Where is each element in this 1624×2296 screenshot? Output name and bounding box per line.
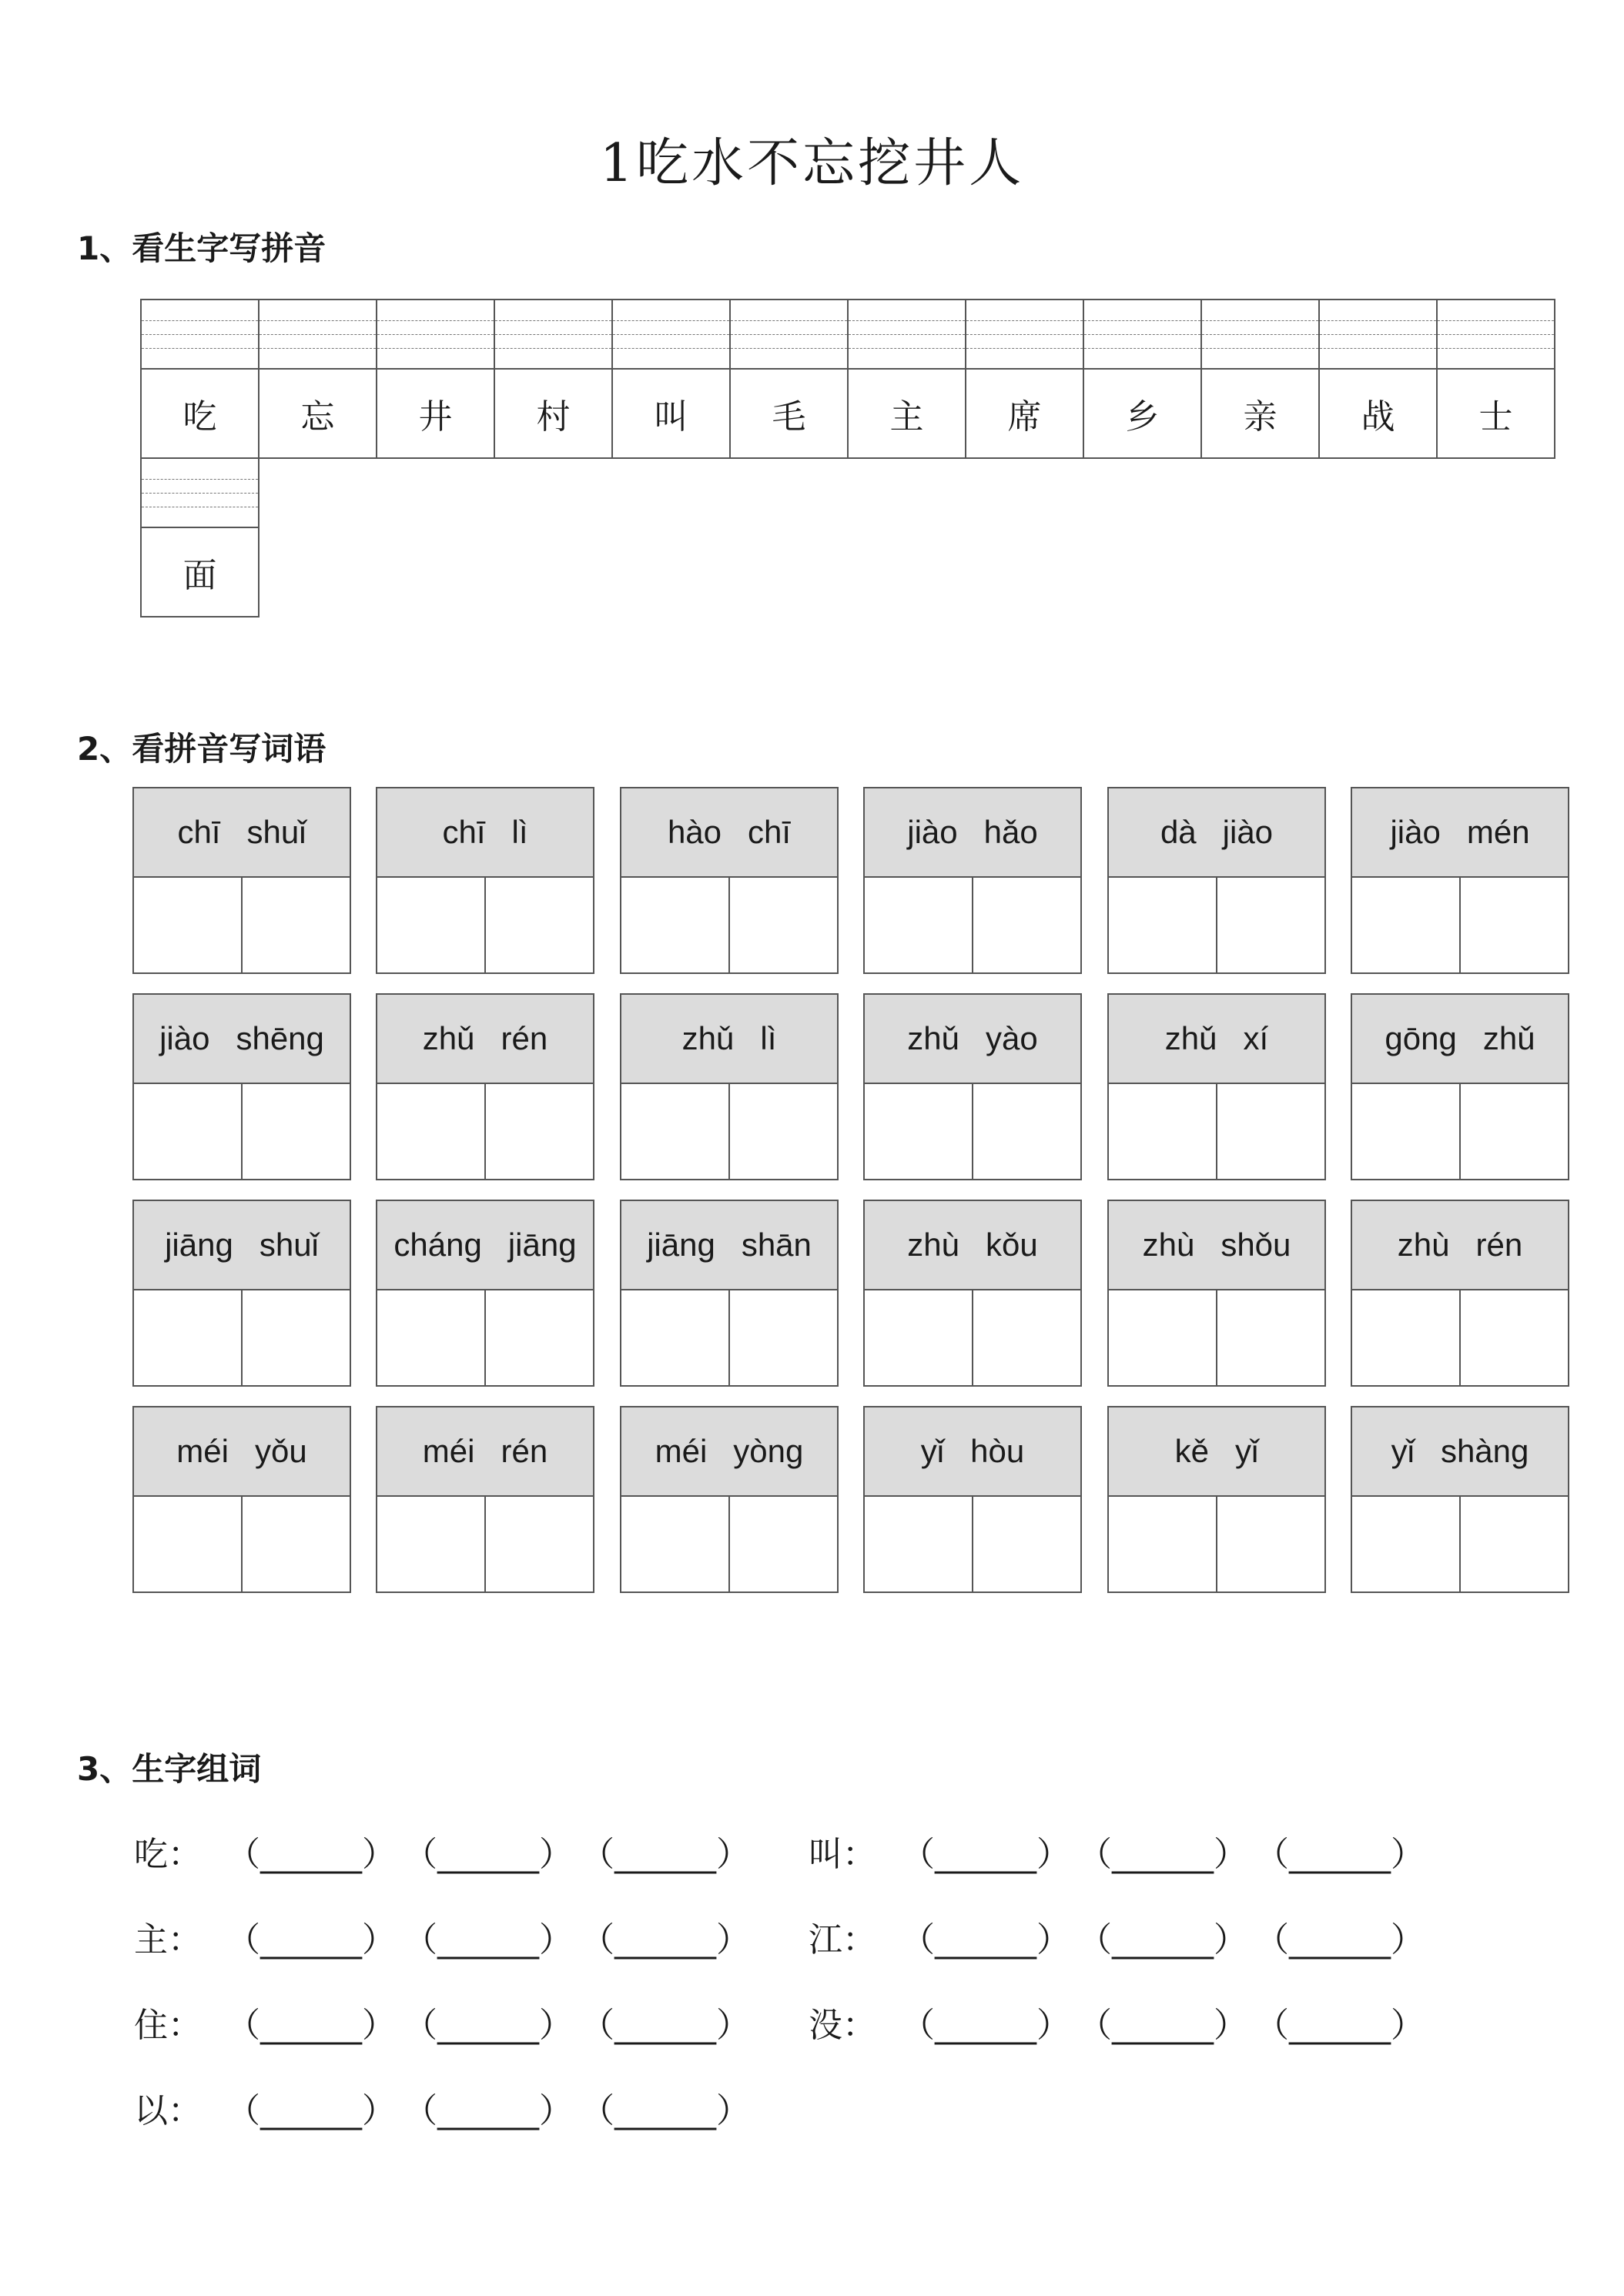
answer-cell[interactable]	[1461, 1497, 1568, 1591]
word-box	[376, 1200, 594, 1387]
hanzi-char: 士	[1478, 397, 1513, 437]
word-box	[620, 1406, 839, 1593]
answer-cell[interactable]	[1461, 1084, 1568, 1179]
pinyin-header	[1352, 1407, 1568, 1497]
word-group-line	[134, 1826, 758, 1876]
answer-blank[interactable]: （______）	[403, 1835, 573, 1874]
pinyin-writing-lines[interactable]	[377, 300, 494, 370]
word-box	[863, 787, 1082, 974]
pinyin-header	[1109, 1407, 1324, 1497]
pinyin-writing-lines[interactable]	[142, 459, 258, 528]
group-char: 江：	[809, 1920, 876, 1960]
pinyin-syllable: zhǔ	[907, 1020, 959, 1056]
answer-cell[interactable]	[1109, 1497, 1217, 1591]
answer-cell[interactable]	[243, 878, 350, 972]
pinyin-syllable: zhǔ	[1482, 1020, 1535, 1056]
answer-blank[interactable]: （______）	[226, 1835, 396, 1874]
word-group-line	[134, 1912, 758, 1961]
char-cell	[376, 299, 495, 459]
pinyin-syllable: dà	[1160, 814, 1197, 850]
hanzi-char: 村	[536, 397, 571, 437]
pinyin-syllable: zhù	[1397, 1227, 1450, 1263]
hanzi-char: 战	[1361, 397, 1395, 437]
answer-blank[interactable]: （______）	[226, 2091, 396, 2130]
hanzi-char: 毛	[772, 397, 806, 437]
pinyin-syllable: rén	[1475, 1227, 1523, 1263]
pinyin-header	[377, 1407, 593, 1497]
pinyin-syllable: yào	[986, 1020, 1038, 1056]
pinyin-writing-lines[interactable]	[1438, 300, 1554, 370]
pinyin-syllable: lì	[511, 814, 528, 850]
pinyin-header	[377, 1201, 593, 1290]
answer-cell[interactable]	[865, 1497, 973, 1591]
pinyin-syllable: chī	[177, 814, 221, 850]
pinyin-syllable: shēng	[236, 1020, 324, 1056]
pinyin-syllable: jiāng	[165, 1227, 233, 1263]
answer-cell[interactable]	[486, 878, 593, 972]
answer-blank[interactable]: （______）	[403, 1920, 573, 1960]
pinyin-syllable: zhǔ	[1164, 1020, 1217, 1056]
word-box	[132, 1406, 351, 1593]
pinyin-syllable: hào	[667, 814, 722, 850]
char-cell	[1083, 299, 1202, 459]
word-box	[1107, 993, 1326, 1180]
char-row	[140, 299, 1555, 459]
char-cell	[729, 299, 849, 459]
pinyin-writing-lines[interactable]	[1320, 300, 1436, 370]
char-cell	[847, 299, 966, 459]
answer-cell[interactable]	[973, 1290, 1080, 1385]
hanzi-char: 亲	[1243, 397, 1277, 437]
word-box	[1107, 1200, 1326, 1387]
pinyin-header	[1352, 788, 1568, 878]
word-box	[376, 993, 594, 1180]
answer-cell[interactable]	[1109, 878, 1217, 972]
pinyin-syllable: rén	[501, 1020, 548, 1056]
pinyin-syllable: méi	[176, 1433, 229, 1469]
group-char: 主：	[134, 1920, 202, 1960]
answer-cell[interactable]	[243, 1497, 350, 1591]
word-box	[132, 787, 351, 974]
pinyin-syllable: yǐ	[1235, 1433, 1259, 1469]
pinyin-syllable: zhù	[907, 1227, 959, 1263]
pinyin-syllable: shuǐ	[259, 1227, 319, 1263]
char-row	[140, 457, 260, 618]
answer-cell[interactable]	[377, 878, 486, 972]
answer-blank[interactable]: （______）	[901, 1920, 1070, 1960]
answer-cell[interactable]	[730, 878, 837, 972]
pinyin-syllable: shuǐ	[246, 814, 306, 850]
answer-cell[interactable]	[134, 878, 243, 972]
pinyin-writing-lines[interactable]	[142, 300, 258, 370]
group-char: 以：	[134, 2091, 202, 2130]
word-group-line	[134, 2083, 758, 2132]
pinyin-header	[377, 788, 593, 878]
pinyin-header	[1109, 788, 1324, 878]
word-box	[132, 993, 351, 1180]
pinyin-syllable: gōng	[1385, 1020, 1457, 1056]
pinyin-header	[377, 995, 593, 1084]
answer-cell[interactable]	[1217, 878, 1324, 972]
answer-cell[interactable]	[1352, 1084, 1461, 1179]
answer-blank[interactable]: （______）	[226, 1920, 396, 1960]
answer-cell[interactable]	[1461, 1290, 1568, 1385]
answer-cell[interactable]	[865, 878, 973, 972]
word-box	[1107, 787, 1326, 974]
word-box	[863, 1406, 1082, 1593]
word-group-line	[809, 1826, 1432, 1876]
hanzi-char: 忘	[300, 397, 335, 437]
pinyin-header	[621, 1201, 837, 1290]
group-char: 住：	[134, 2006, 202, 2045]
word-box	[863, 1200, 1082, 1387]
pinyin-header	[1109, 1201, 1324, 1290]
pinyin-syllable: jiào	[1222, 814, 1274, 850]
pinyin-syllable: yǒu	[254, 1433, 307, 1469]
pinyin-header	[134, 1407, 350, 1497]
answer-cell[interactable]	[730, 1290, 837, 1385]
answer-blank[interactable]: （______）	[581, 1835, 750, 1874]
pinyin-syllable: xí	[1243, 1020, 1269, 1056]
pinyin-syllable: shān	[741, 1227, 812, 1263]
pinyin-writing-lines[interactable]	[1202, 300, 1318, 370]
answer-blank[interactable]: （______）	[1078, 1835, 1247, 1874]
answer-cell[interactable]	[1217, 1497, 1324, 1591]
answer-cell[interactable]	[973, 1084, 1080, 1179]
pinyin-header	[865, 1407, 1080, 1497]
pinyin-syllable: shàng	[1440, 1433, 1529, 1469]
answer-cell[interactable]	[865, 1290, 973, 1385]
pinyin-header	[134, 1201, 350, 1290]
hanzi-char: 面	[182, 556, 217, 595]
char-cell	[1200, 299, 1320, 459]
hanzi-char: 吃	[182, 397, 217, 437]
word-box	[620, 1200, 839, 1387]
answer-cell[interactable]	[621, 1084, 730, 1179]
answer-cell[interactable]	[377, 1497, 486, 1591]
answer-cell[interactable]	[1461, 878, 1568, 972]
answer-cell[interactable]	[1352, 878, 1461, 972]
char-cell	[140, 457, 260, 618]
char-cell	[611, 299, 731, 459]
answer-blank[interactable]: （______）	[901, 1835, 1070, 1874]
pinyin-syllable: kǒu	[986, 1227, 1038, 1263]
word-group-line	[134, 1997, 758, 2047]
answer-cell[interactable]	[1217, 1290, 1324, 1385]
answer-cell[interactable]	[865, 1084, 973, 1179]
pinyin-syllable: jiāng	[507, 1227, 577, 1263]
answer-cell[interactable]	[973, 1497, 1080, 1591]
pinyin-writing-lines[interactable]	[495, 300, 611, 370]
pinyin-syllable: yǐ	[1391, 1433, 1415, 1469]
char-cell	[494, 299, 613, 459]
answer-blank[interactable]: （______）	[226, 2006, 396, 2045]
pinyin-syllable: jiào	[1390, 814, 1441, 850]
answer-cell[interactable]	[486, 1497, 593, 1591]
answer-cell[interactable]	[730, 1084, 837, 1179]
word-box	[1351, 993, 1569, 1180]
answer-blank[interactable]: （______）	[1255, 1835, 1425, 1874]
answer-cell[interactable]	[486, 1084, 593, 1179]
pinyin-syllable: hòu	[970, 1433, 1025, 1469]
section2-heading: 2、看拼音写词语	[77, 730, 326, 768]
answer-blank[interactable]: （______）	[581, 1920, 750, 1960]
word-group-line	[809, 1912, 1432, 1961]
page-title: 1吃水不忘挖井人	[599, 133, 1025, 194]
word-box	[376, 787, 594, 974]
pinyin-syllable: kě	[1174, 1433, 1209, 1469]
pinyin-header	[134, 995, 350, 1084]
char-cell	[258, 299, 377, 459]
answer-blank[interactable]: （______）	[403, 2006, 573, 2045]
answer-cell[interactable]	[621, 1497, 730, 1591]
pinyin-writing-lines[interactable]	[731, 300, 847, 370]
pinyin-syllable: shǒu	[1221, 1227, 1291, 1263]
pinyin-header	[1109, 995, 1324, 1084]
pinyin-syllable: zhǔ	[422, 1020, 475, 1056]
answer-cell[interactable]	[243, 1084, 350, 1179]
pinyin-writing-lines[interactable]	[260, 300, 376, 370]
answer-cell[interactable]	[1109, 1084, 1217, 1179]
answer-cell[interactable]	[134, 1497, 243, 1591]
answer-cell[interactable]	[134, 1084, 243, 1179]
hanzi-char: 井	[418, 397, 453, 437]
answer-cell[interactable]	[973, 878, 1080, 972]
word-box	[132, 1200, 351, 1387]
word-box	[1351, 787, 1569, 974]
char-cell	[1436, 299, 1555, 459]
word-box	[376, 1406, 594, 1593]
answer-cell[interactable]	[621, 878, 730, 972]
answer-cell[interactable]	[134, 1290, 243, 1385]
char-cell	[140, 299, 260, 459]
pinyin-header	[621, 788, 837, 878]
answer-cell[interactable]	[1109, 1290, 1217, 1385]
answer-blank[interactable]: （______）	[1255, 1920, 1425, 1960]
pinyin-header	[621, 1407, 837, 1497]
pinyin-syllable: lì	[760, 1020, 777, 1056]
pinyin-writing-lines[interactable]	[1084, 300, 1200, 370]
pinyin-header	[621, 995, 837, 1084]
answer-blank[interactable]: （______）	[581, 2091, 750, 2130]
pinyin-writing-lines[interactable]	[966, 300, 1083, 370]
pinyin-syllable: chī	[442, 814, 486, 850]
pinyin-writing-lines[interactable]	[849, 300, 965, 370]
pinyin-syllable: méi	[655, 1433, 708, 1469]
answer-cell[interactable]	[1352, 1497, 1461, 1591]
section1-heading: 1、看生字写拼音	[77, 229, 326, 267]
pinyin-syllable: yòng	[733, 1433, 804, 1469]
pinyin-syllable: yǐ	[920, 1433, 945, 1469]
answer-cell[interactable]	[486, 1290, 593, 1385]
pinyin-header	[865, 995, 1080, 1084]
section3-heading: 3、生字组词	[77, 1750, 262, 1788]
pinyin-syllable: zhù	[1142, 1227, 1195, 1263]
hanzi-char: 席	[1007, 397, 1042, 437]
pinyin-syllable: jiào	[907, 814, 958, 850]
answer-cell[interactable]	[243, 1290, 350, 1385]
word-box	[1351, 1406, 1569, 1593]
char-cell	[1318, 299, 1438, 459]
answer-cell[interactable]	[621, 1290, 730, 1385]
pinyin-syllable: jiāng	[647, 1227, 715, 1263]
answer-blank[interactable]: （______）	[581, 2006, 750, 2045]
answer-blank[interactable]: （______）	[403, 2091, 573, 2130]
hanzi-char: 主	[889, 397, 924, 437]
pinyin-header	[865, 788, 1080, 878]
answer-blank[interactable]: （______）	[1255, 2006, 1425, 2045]
pinyin-header	[1352, 995, 1568, 1084]
answer-blank[interactable]: （______）	[1078, 1920, 1247, 1960]
word-box	[620, 787, 839, 974]
pinyin-writing-lines[interactable]	[613, 300, 729, 370]
word-group-line	[809, 1997, 1432, 2047]
pinyin-header	[865, 1201, 1080, 1290]
answer-cell[interactable]	[377, 1084, 486, 1179]
group-char: 叫：	[809, 1835, 876, 1874]
word-box	[1107, 1406, 1326, 1593]
pinyin-syllable: méi	[422, 1433, 475, 1469]
group-char: 吃：	[134, 1835, 202, 1874]
answer-cell[interactable]	[1352, 1290, 1461, 1385]
answer-cell[interactable]	[1217, 1084, 1324, 1179]
pinyin-syllable: chī	[748, 814, 792, 850]
pinyin-syllable: mén	[1466, 814, 1530, 850]
pinyin-syllable: cháng	[393, 1227, 482, 1263]
pinyin-header	[134, 788, 350, 878]
pinyin-syllable: hǎo	[983, 814, 1038, 850]
hanzi-char: 乡	[1125, 397, 1160, 437]
answer-blank[interactable]: （______）	[901, 2006, 1070, 2045]
pinyin-syllable: jiào	[159, 1020, 210, 1056]
answer-cell[interactable]	[377, 1290, 486, 1385]
group-char: 没：	[809, 2006, 876, 2045]
answer-cell[interactable]	[730, 1497, 837, 1591]
answer-blank[interactable]: （______）	[1078, 2006, 1247, 2045]
word-box	[620, 993, 839, 1180]
pinyin-syllable: zhǔ	[681, 1020, 735, 1056]
pinyin-header	[1352, 1201, 1568, 1290]
word-box	[1351, 1200, 1569, 1387]
pinyin-syllable: rén	[501, 1433, 548, 1469]
char-cell	[965, 299, 1084, 459]
word-box	[863, 993, 1082, 1180]
hanzi-char: 叫	[654, 397, 688, 437]
